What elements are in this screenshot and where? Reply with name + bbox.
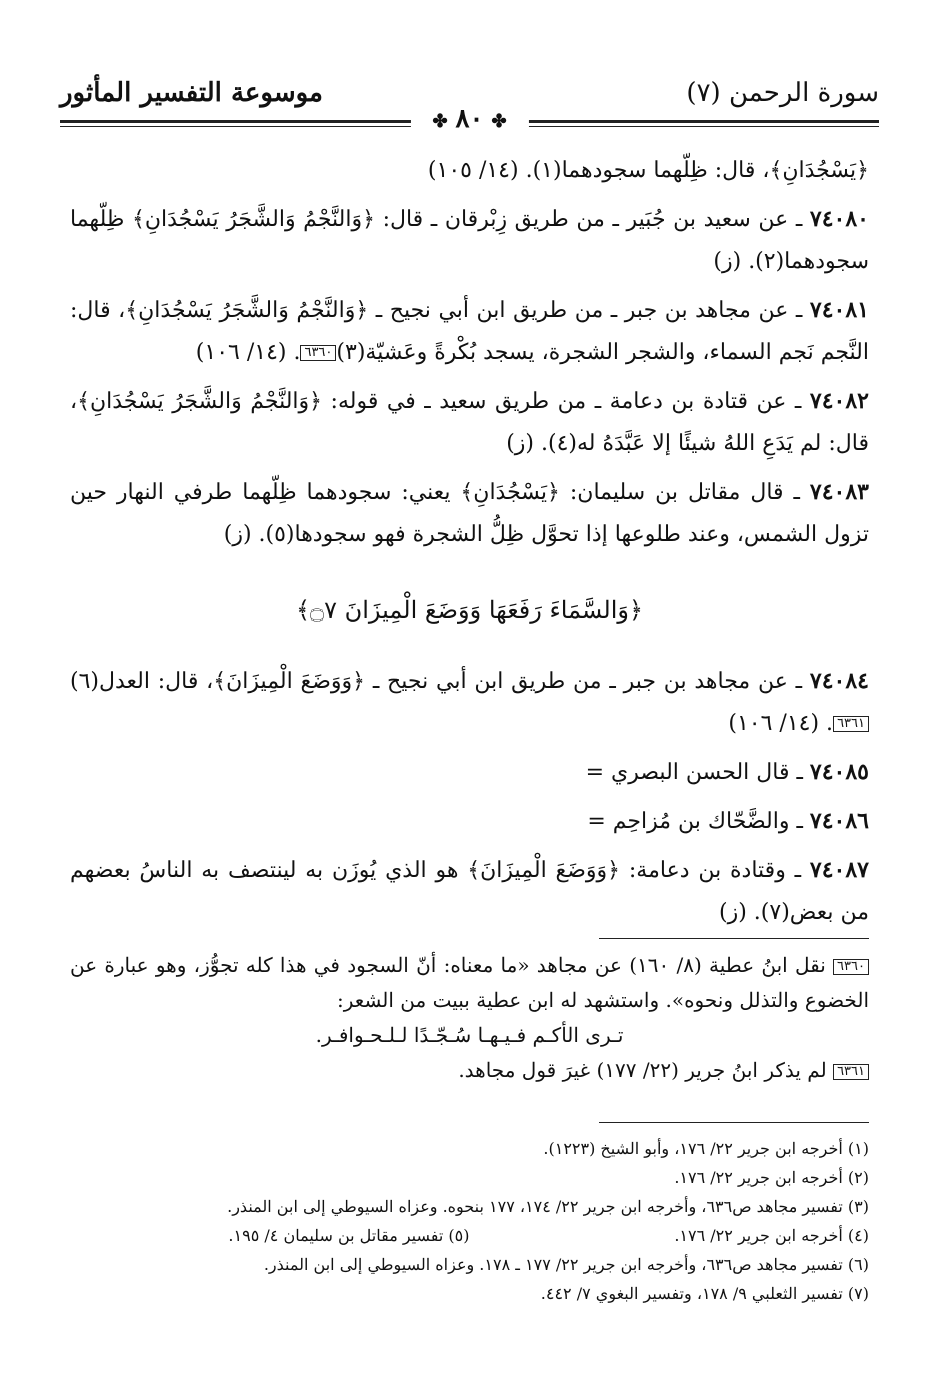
entry-text: ـ عن سعيد بن جُبَير ـ من طريق زِبْرقان ـ قال: ﴿وَالنَّجْمُ وَالشَّجَرُ يَسْجُدَانِ﴾ ظِلّهما سجودهما(٢). (ز) bbox=[70, 207, 869, 274]
entry-74087 bbox=[70, 849, 869, 934]
entry-continuation: ﴿يَسْجُدَانِ﴾، قال: ظِلّهما سجودهما(١). (١٤/ ١٠٥) bbox=[427, 158, 869, 183]
footnote-separator bbox=[599, 1122, 869, 1123]
ornament-icon: ✤ bbox=[491, 111, 507, 132]
entry-74083 bbox=[70, 471, 869, 556]
entry-74086 bbox=[70, 800, 869, 843]
book-running-title: موسوعة التفسير المأثور bbox=[60, 78, 323, 108]
entry-text: ـ قال مقاتل بن سليمان: ﴿يَسْجُدَانِ﴾ يعني: سجودهما ظِلّهما طرفي النهار حين تزول الشمس، وعند طلوعها إذا تحوَّل ظِلُّ الشجرة فهو سجودها(٥). (ز) bbox=[70, 480, 869, 547]
footnote-5: (٥) تفسير مقاتل بن سليمان ٤/ ١٩٥. bbox=[228, 1226, 470, 1245]
entry-text: ـ والضَّحّاك بن مُزاحِم = bbox=[587, 809, 810, 834]
commentary-ref-box: ٦٣٦٠ bbox=[300, 345, 336, 361]
entry-74080 bbox=[70, 198, 869, 283]
footnote-2: (٢) أخرجه ابن جرير ٢٢/ ١٧٦. bbox=[674, 1168, 869, 1187]
entry-number: ٧٤٠٨٢ bbox=[809, 388, 869, 414]
commentary-section bbox=[70, 948, 869, 1088]
entry-text: ـ عن مجاهد بن جبر ـ من طريق ابن أبي نجيح ـ ﴿وَوَضَعَ الْمِيزَانَ﴾، قال: العدل(٦) bbox=[70, 669, 810, 694]
commentary-number-box: ٦٣٦١ bbox=[833, 1064, 869, 1080]
poem-line: تـرى الأكـم فـيـهـا سُـجّـدًا لـلـحـوافـر. bbox=[315, 1023, 624, 1047]
entry-text: ـ قال الحسن البصري = bbox=[585, 760, 810, 785]
commentary-ref-box: ٦٣٦١ bbox=[833, 716, 869, 732]
commentary-text: نقل ابنُ عطية (٨/ ١٦٠) عن مجاهد «ما معناه: أنّ السجود في هذا كله تجوُّز، وهو عبارة عن الخضوع والتذلل ونحوه». واستشهد له ابن عطية ببيت من الشعر: bbox=[70, 953, 869, 1012]
footnote-7: (٧) تفسير الثعلبي ٩/ ١٧٨، وتفسير البغوي ٧/ ٤٤٢. bbox=[540, 1284, 869, 1303]
main-text bbox=[70, 150, 869, 940]
footnote-3: (٣) تفسير مجاهد ص٦٣٦، وأخرجه ابن جرير ٢٢/ ١٧٤، ١٧٧ بنحوه. وعزاه السيوطي إلى ابن المنذر. bbox=[227, 1197, 869, 1216]
quran-verse-heading: ﴿وَالسَّمَاءَ رَفَعَهَا وَوَضَعَ الْمِيزَانَ ۝٧﴾ bbox=[295, 596, 644, 624]
commentary-6360 bbox=[70, 948, 869, 1018]
footnotes bbox=[70, 1134, 869, 1308]
entry-number: ٧٤٠٨٥ bbox=[809, 759, 869, 785]
entry-number: ٧٤٠٨٤ bbox=[809, 668, 869, 694]
entry-number: ٧٤٠٨١ bbox=[809, 297, 869, 323]
entry-ref: . (١٤/ ١٠٦) bbox=[195, 340, 301, 365]
commentary-text: لم يذكر ابنُ جرير (٢٢/ ١٧٧) غيرَ قول مجاهد. bbox=[458, 1058, 834, 1082]
commentary-number-box: ٦٣٦٠ bbox=[833, 959, 869, 975]
entry-74085 bbox=[70, 751, 869, 794]
entry-number: ٧٤٠٨٣ bbox=[809, 479, 869, 505]
entry-text: ـ عن مجاهد بن جبر ـ من طريق ابن أبي نجيح ـ ﴿وَالنَّجْمُ وَالشَّجَرُ يَسْجُدَانِ﴾، قال: النَّجم نَجم السماء، والشجر الشجرة، يسجد بُكْرةً وعَشيّة(٣) bbox=[70, 298, 869, 365]
footnote-row-4-5 bbox=[70, 1221, 869, 1250]
page-number-text: ٨٠ bbox=[455, 104, 484, 134]
surah-running-title: سورة الرحمن (٧) bbox=[686, 78, 879, 108]
entry-74082 bbox=[70, 380, 869, 465]
entry-number: ٧٤٠٨٠ bbox=[809, 206, 869, 232]
page-header bbox=[60, 70, 879, 140]
footnote-6: (٦) تفسير مجاهد ص٦٣٦، وأخرجه ابن جرير ٢٢/ ١٧٧ ـ ١٧٨. وعزاه السيوطي إلى ابن المنذر. bbox=[263, 1255, 869, 1274]
entry-text: ـ وقتادة بن دعامة: ﴿وَوَضَعَ الْمِيزَانَ﴾ هو الذي يُوزَن به لينتصف به الناسُ بعضهم من بعض(٧). (ز) bbox=[70, 858, 869, 925]
entry-74081 bbox=[70, 289, 869, 374]
entry-ref: . (١٤/ ١٠٦) bbox=[728, 711, 834, 736]
commentary-6361 bbox=[70, 1053, 869, 1088]
commentary-separator bbox=[599, 938, 869, 939]
ornament-icon: ✤ bbox=[432, 111, 448, 132]
entry-text: ـ عن قتادة بن دعامة ـ من طريق سعيد ـ في قوله: ﴿وَالنَّجْمُ وَالشَّجَرُ يَسْجُدَانِ﴾، قال: لم يَدَعِ اللهُ شيئًا إلا عَبَّدَهُ له(٤). (ز) bbox=[70, 389, 869, 456]
footnote-4: (٤) أخرجه ابن جرير ٢٢/ ١٧٦. bbox=[674, 1226, 869, 1245]
page-number bbox=[410, 104, 528, 134]
entry-number: ٧٤٠٨٦ bbox=[809, 808, 869, 834]
footnote-1: (١) أخرجه ابن جرير ٢٢/ ١٧٦، وأبو الشيخ (١٢٢٣). bbox=[543, 1139, 869, 1158]
entry-74084 bbox=[70, 660, 869, 745]
entry-number: ٧٤٠٨٧ bbox=[809, 857, 869, 883]
